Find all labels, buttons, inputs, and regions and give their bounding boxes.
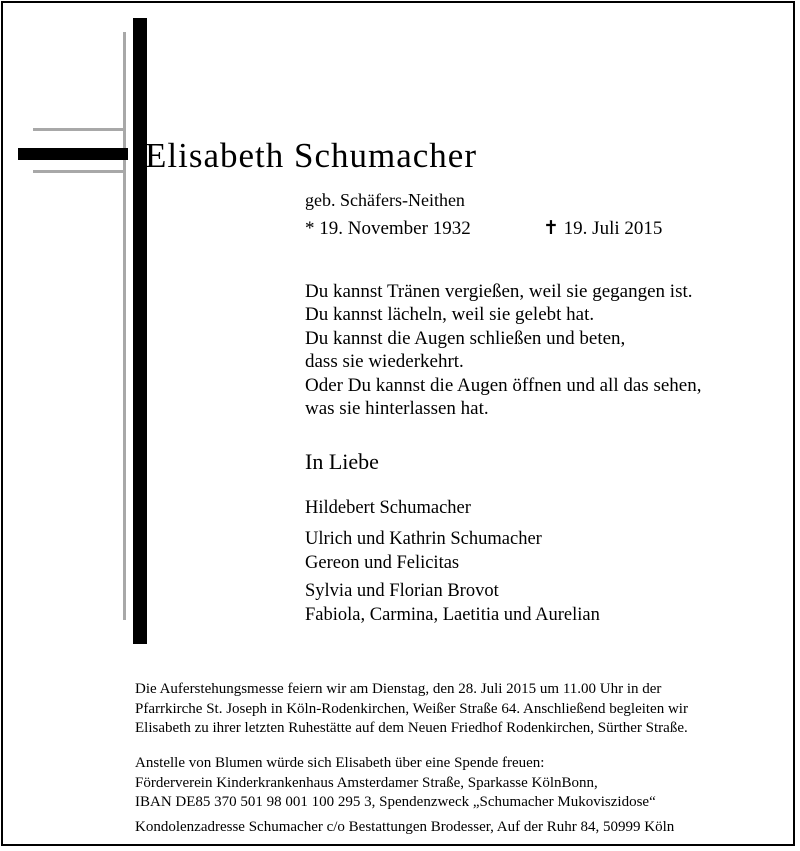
- poem-line: Du kannst lächeln, weil sie gelebt hat.: [305, 304, 595, 326]
- service-info: [135, 680, 688, 739]
- poem-line: Oder Du kannst die Augen öffnen und all das sehen,: [305, 374, 702, 396]
- poem-line: was sie hinterlassen hat.: [305, 397, 489, 419]
- family-group: [305, 579, 600, 627]
- poem-line: Du kannst Tränen vergießen, weil sie gegangen ist.: [305, 281, 693, 302]
- donation-info: [135, 754, 656, 813]
- service-line: Die Auferstehungsmesse feiern wir am Dienstag, den 28. Juli 2015 um 11.00 Uhr in der: [135, 681, 662, 697]
- cross-shadow-top: [33, 128, 126, 131]
- deceased-name: Elisabeth Schumacher: [145, 136, 477, 175]
- birth-date: * 19. November 1932: [305, 218, 471, 239]
- family-member: Ulrich und Kathrin Schumacher: [305, 529, 542, 549]
- service-line: Pfarrkirche St. Joseph in Köln-Rodenkirchen, Weißer Straße 64. Anschließend begleiten wir: [135, 700, 688, 717]
- family-group: [305, 527, 542, 575]
- family-member: Sylvia und Florian Brovot: [305, 581, 499, 601]
- poem-line: Du kannst die Augen schließen und beten,: [305, 327, 626, 349]
- cross-shadow-vertical: [123, 32, 126, 620]
- poem: [305, 280, 701, 420]
- death-date: ✝ 19. Juli 2015: [543, 218, 663, 239]
- cross-horizontal-bar: [18, 148, 128, 160]
- poem-line: dass sie wiederkehrt.: [305, 351, 464, 373]
- maiden-name: geb. Schäfers-Neithen: [305, 190, 465, 210]
- donation-line: Anstelle von Blumen würde sich Elisabeth über eine Spende freuen:: [135, 755, 545, 771]
- family-member: Hildebert Schumacher: [305, 498, 471, 518]
- condolence-address: Kondolenzadresse Schumacher c/o Bestattungen Brodesser, Auf der Ruhr 84, 50999 Köln: [135, 819, 675, 835]
- family-member: Fabiola, Carmina, Laetitia und Aurelian: [305, 605, 600, 625]
- in-love-heading: In Liebe: [305, 449, 379, 474]
- donation-line: IBAN DE85 370 501 98 001 100 295 3, Spendenzweck „Schumacher Mukoviszidose“: [135, 794, 656, 810]
- donation-line: Förderverein Kinderkrankenhaus Amsterdamer Straße, Sparkasse KölnBonn,: [135, 774, 598, 791]
- cross-vertical-bar: [133, 18, 147, 644]
- family-member: Gereon und Felicitas: [305, 553, 460, 573]
- service-line: Elisabeth zu ihrer letzten Ruhestätte auf dem Neuen Friedhof Rodenkirchen, Sürther Straße.: [135, 720, 688, 736]
- family-group: [305, 496, 471, 520]
- cross-shadow-bottom: [33, 170, 126, 173]
